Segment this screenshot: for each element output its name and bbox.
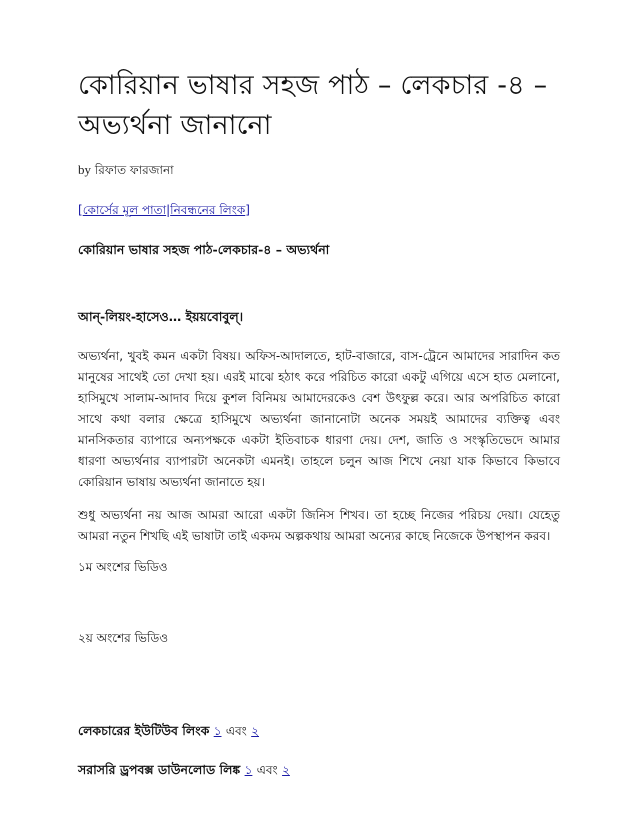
byline-prefix: by xyxy=(78,162,91,177)
dropbox-link-1[interactable]: ১ xyxy=(244,763,253,777)
lecture-subtitle: কোরিয়ান ভাষার সহজ পাঠ-লেকচার-৪ – অভ্যর্থনা xyxy=(78,242,330,257)
greeting-heading: আন্-লিয়ং-হাসেও… ইয়য়বোবুল্। xyxy=(78,309,244,324)
youtube-and: এবং xyxy=(225,724,247,738)
link-separator: | xyxy=(166,203,171,217)
close-bracket: ] xyxy=(245,203,250,217)
dropbox-links-line xyxy=(78,762,560,782)
author-name: রিফাত ফারজানা xyxy=(94,163,174,177)
video-part2-label: ২য় অংশের ভিডিও xyxy=(78,631,169,645)
youtube-link-1[interactable]: ১ xyxy=(213,724,222,738)
lesson-paragraph: শুধু অভ্যর্থনা নয় আজ আমরা আরো একটা জিনিস শিখব। তা হচ্ছে নিজের পরিচয় দেয়া। যেহেতু আমরা নতুন শিখছি এই ভাষাটা তাই একদম অল্পকথায় আমরা অন্যের কাছে নিজেকে উপস্থাপন করব। xyxy=(78,508,560,543)
dropbox-link-2[interactable]: ২ xyxy=(282,763,290,777)
document-page xyxy=(78,66,560,801)
dropbox-links-label: সরাসরি ড্রপবক্স ডাউনলোড লিঙ্ক xyxy=(78,762,241,777)
youtube-links-label: লেকচারের ইউটিউব লিংক xyxy=(78,723,210,738)
course-links xyxy=(78,202,560,222)
intro-paragraph: অভ্যর্থনা, খুবই কমন একটা বিষয়। অফিস-আদালতে, হাট-বাজারে, বাস-ট্রেনে আমাদের সারাদিন কত মানুষের সাথেই তো দেখা হয়। এরই মাঝে হঠাৎ করে পরিচিত কারো একটু এগিয়ে এসে হাত মেলানো, হাসিমুখে সালাম-আদাব দিয়ে কুশল বিনিময় আমাদেরকেও বেশ উৎফুল্ল করে। আর অপরিচিত কারো সাথে কথা বলার ক্ষেত্রে হাসিমুখে অভ্যর্থনা জানানোটা অনেক সময়ই আমাদের ব্যক্তিত্ব এবং মানসিকতার ব্যাপারে অন্যপক্ষকে একটা ইতিবাচক ধারণা দেয়। দেশ, জাতি ও সংস্কৃতিভেদে আমার ধারণা অভ্যর্থনার ব্যাপারটা অনেকটা এমনই। তাহলে চলুন আজ শিখে নেয়া যাক কিভাবে কিভাবে কোরিয়ান ভাষায় অভ্যর্থনা জানাতে হয়। xyxy=(78,349,560,489)
open-bracket: [ xyxy=(78,203,83,217)
youtube-link-2[interactable]: ২ xyxy=(251,724,259,738)
course-home-link[interactable]: কোর্সের মূল পাতা xyxy=(82,203,167,217)
byline xyxy=(78,162,560,182)
page-title: কোরিয়ান ভাষার সহজ পাঠ – লেকচার -৪ – অভ্যর্থনা জানানো xyxy=(78,70,548,141)
dropbox-and: এবং xyxy=(256,763,278,777)
registration-link[interactable]: নিবন্ধনের লিংক xyxy=(170,203,246,217)
youtube-links-line xyxy=(78,723,560,743)
video-part1-label: ১ম অংশের ভিডিও xyxy=(78,560,168,574)
